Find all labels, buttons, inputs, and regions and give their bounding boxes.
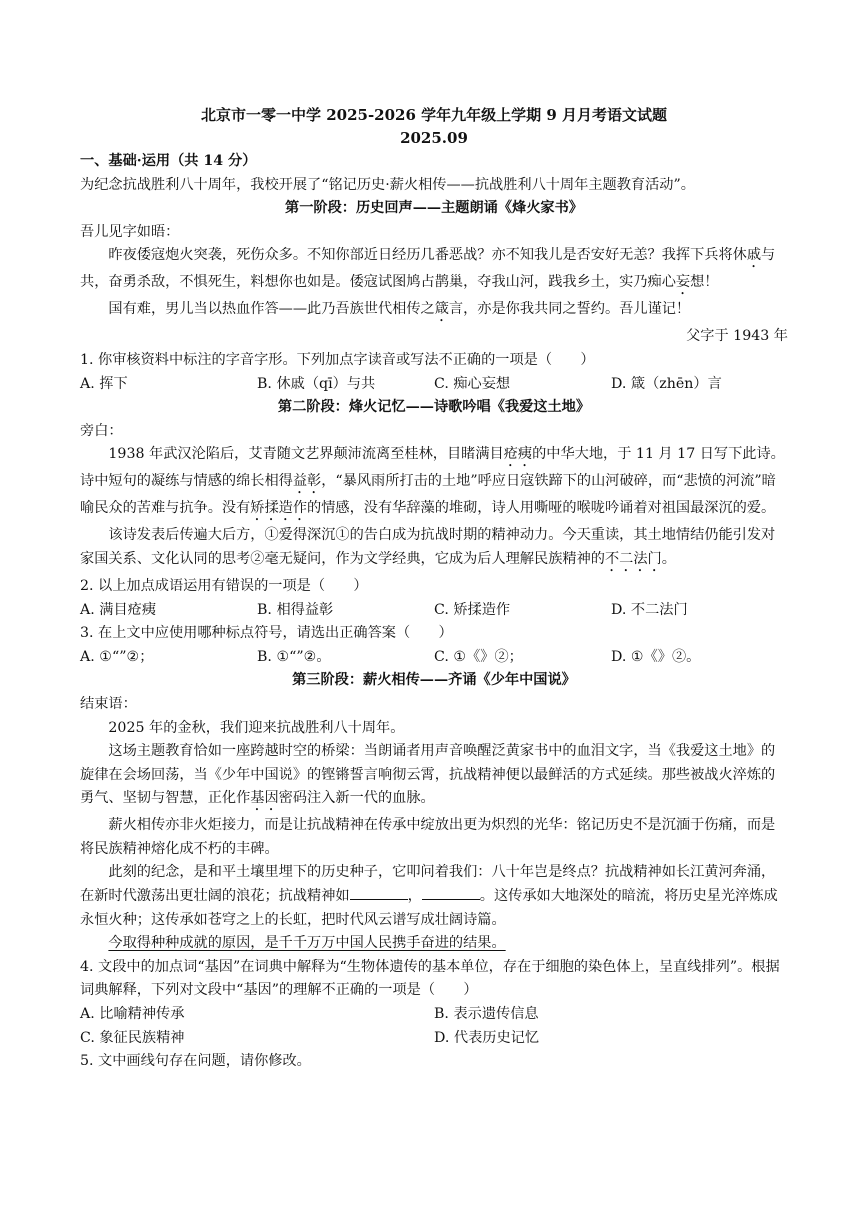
option-a: A. 比喻精神传承 (80, 1006, 185, 1023)
question-1-options (80, 373, 788, 397)
dotted-word: 基因 (250, 790, 279, 807)
section-heading: 一、基础·运用（共 14 分） (80, 153, 257, 169)
option-d: D. 箴（zhēn）言 (611, 375, 722, 392)
letter-salutation: 吾儿见字如晤： (80, 223, 180, 240)
option-c: C. ①《》②； (434, 648, 523, 665)
dotted-char: 妄 (675, 274, 691, 291)
stage3-paragraph-2: 这场主题教育恰如一座跨越时空的桥梁：当朗诵者用声音唤醒泛黄家书中的血泪文字，当《我爱这土地》的旋律在会场回荡，当《少年中国说》的铿锵誓言响彻云霄，抗战精神便以最鲜活的方式延续。那些被战火淬炼的勇气、坚韧与智慧，正化作基因密码注入新一代的血脉。 (80, 743, 776, 807)
question-4-stem: 4. 文段中的加点词“基因”在词典中解释为“生物体遗传的基本单位，存在于细胞的染色体上，呈直线排列”。根据词典解释，下列对文段中“基因”的理解不正确的一项是（ ） (80, 958, 780, 999)
letter-signature: 父字于 1943 年 (686, 328, 788, 345)
dotted-char: 戚 (746, 247, 762, 264)
dotted-char: 箴 (434, 301, 449, 318)
option-d: D. 不二法门 (611, 601, 688, 618)
stage3-paragraph-5 (80, 932, 788, 956)
stage3-heading: 第三阶段：薪火相传——齐诵《少年中国说》 (292, 672, 576, 689)
exam-page (80, 104, 788, 1074)
dotted-idiom: 益彰 (292, 473, 322, 490)
stage2-heading: 第二阶段：烽火记忆——诗歌吟唱《我爱这土地》 (277, 399, 591, 416)
question-1-stem: 1. 你审核资料中标注的字音字形。下列加点字读音或写法不正确的一项是（ ） (80, 351, 595, 368)
letter-paragraph-2: 国有难，男儿当以热血作答——此乃吾族世代相传之箴言，亦是你我共同之誓约。吾儿谨记！ (108, 301, 691, 318)
dotted-idiom: 矫揉造作 (250, 500, 308, 517)
option-a: A. 满目疮痍 (80, 601, 157, 618)
question-4-options-row-1 (80, 1003, 788, 1027)
exam-date: 2025.09 (400, 129, 468, 147)
option-a: A. ①“”②； (80, 648, 154, 665)
aside-label: 旁白： (80, 422, 123, 439)
option-d: D. 代表历史记忆 (434, 1029, 540, 1046)
exam-title: 北京市一零一中学 2025-2026 学年九年级上学期 9 月月考语文试题 (200, 106, 668, 124)
stage2-paragraph-2: 该诗发表后传遍大后方，①爱得深沉①的告白成为抗战时期的精神动力。今天重读，其土地情结仍能引发对家国关系、文化认同的思考②毫无疑问，作为文学经典，它成为后人理解民族精神的不二法门。 (80, 527, 776, 567)
section-intro: 为纪念抗战胜利八十周年，我校开展了“铭记历史·薪火相传——抗战胜利八十周年主题教育活动”。 (80, 176, 695, 193)
option-b: B. 相得益彰 (257, 601, 334, 618)
stage1-heading: 第一阶段：历史回声——主题朗诵《烽火家书》 (285, 200, 583, 217)
dotted-idiom: 不二法门 (604, 550, 662, 567)
dotted-idiom: 疮痍 (503, 446, 533, 463)
underlined-sentence: 今取得种种成就的原因，是千千万万中国人民携手奋进的结果。 (108, 935, 506, 952)
question-4-options-row-2 (80, 1027, 788, 1051)
stage3-paragraph-1: 2025 年的金秋，我们迎来抗战胜利八十周年。 (108, 719, 405, 736)
option-b: B. 表示遗传信息 (434, 1006, 539, 1023)
question-3-stem: 3. 在上文中应使用哪种标点符号，请选出正确答案（ ） (80, 625, 453, 642)
option-b: B. 休戚（qī）与共 (257, 375, 376, 392)
stage2-paragraph-1: 1938 年武汉沦陷后，艾青随文艺界颠沛流离至桂林，目睹满目疮痍的中华大地，于 11 月 17 日写下此诗。诗中短句的凝练与情感的绵长相得益彰，“暴风雨所打击的土地”呼应日寇铁蹄下的山河破碎，而“悲愤的河流”暗喻民众的苦难与抗争。没有矫揉造作的情感，没有华辞藻的堆砌，诗人用嘶哑的喉咙吟诵着对祖国最深沉的爱。 (80, 446, 785, 517)
fill-blank[interactable] (350, 885, 408, 900)
closing-label: 结束语： (80, 695, 137, 712)
option-b: B. ①“”②。 (257, 648, 331, 665)
question-5-stem: 5. 文中画线句存在问题，请你修改。 (80, 1053, 311, 1070)
option-d: D. ①《》②。 (611, 648, 701, 665)
stage3-paragraph-3: 薪火相传亦非火炬接力，而是让抗战精神在传承中绽放出更为炽烈的光华：铭记历史不是沉湎于伤痛，而是将民族精神熔化成不朽的丰碑。 (80, 817, 776, 857)
option-a: A. 挥下 (80, 375, 128, 392)
question-3-options (80, 646, 788, 670)
question-2-stem: 2. 以上加点成语运用有错误的一项是（ ） (80, 577, 368, 594)
letter-paragraph-1: 昨夜倭寇炮火突袭，死伤众多。不知你部近日经历几番恶战？亦不知我儿是否安好无恙？我挥下兵将休戚与共，奋勇杀敌，不惧死生，料想你也如是。倭寇试图鸠占鹊巢，夺我山河，践我乡土，实乃痴心妄想！ (80, 247, 776, 291)
option-c: C. 痴心妄想 (434, 375, 511, 392)
fill-blank[interactable] (422, 885, 480, 900)
stage3-paragraph-4: 此刻的纪念，是和平土壤里埋下的历史种子，它叩问着我们：八十年岂是终点？抗战精神如长江黄河奔涌，在新时代激荡出更壮阔的浪花；抗战精神如 ， 。这传承如大地深处的暗流，将历史星光淬炼成永恒火种；这传承如苍穹之上的长虹，把时代风云谱写成壮阔诗篇。 (80, 864, 778, 928)
option-c: C. 象征民族精神 (80, 1029, 185, 1046)
option-c: C. 矫揉造作 (434, 601, 511, 618)
question-2-options (80, 599, 788, 623)
